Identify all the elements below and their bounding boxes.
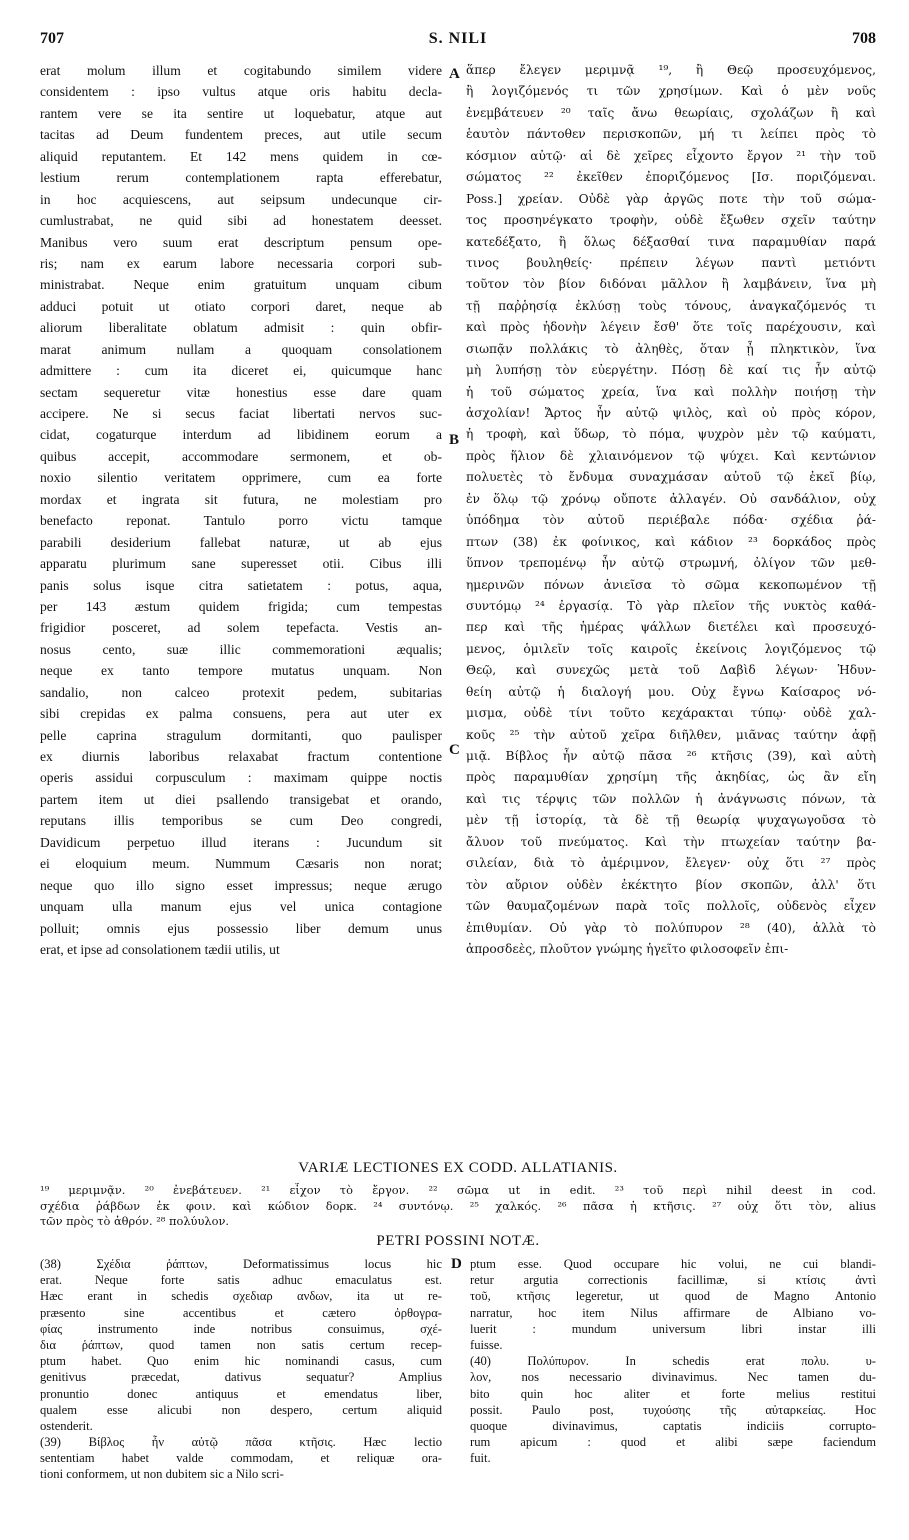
- latin-text-line: noxio silentio veritatem opprimere, cum ea forte: [40, 470, 442, 486]
- latin-text-line: lestium rerum contemplationem rapta efferebatur,: [40, 170, 442, 186]
- greek-text-line: ἀπροσδεὲς, πλοῦτον γνώμης ἡγεῖτο φιλοσοφεῖν ἐπι-: [466, 941, 789, 956]
- latin-text-line: admittere : cum ita diceret ei, quicumque hanc: [40, 363, 442, 379]
- latin-text-line: considentem : ipso vultus atque oris habitu decla-: [40, 84, 442, 100]
- greek-text-line: καὶ πρὸς ἡδονὴν λέγειν ἔσθ' ὅτε τοῖς παρέχουσιν, καὶ: [466, 320, 876, 335]
- latin-text-line: partem item ut diei psallendo transigebat et orando,: [40, 791, 442, 807]
- greek-text-line: ἑαυτὸν πάντοθεν περισκοπῶν, μή τι λείπει πρὸς τὸ: [466, 127, 876, 142]
- latin-text-line: per 143 æstum quidem frigida; cum tempestas: [40, 598, 442, 614]
- greek-text-line: τῇ παῤῥησίᾳ ἐκλύσῃ τοὺς τόνους, ἀναγκαζόμενός τι: [466, 298, 876, 313]
- note-line: luerit : mundum universum libri instar illi: [470, 1321, 876, 1336]
- greek-text-line: περ καὶ τῆς ἡμέρας ψάλλων διετέλει καὶ προσευχό-: [466, 620, 876, 635]
- note-line: bito quin hoc aliter et forte melius restitui: [470, 1386, 876, 1401]
- greek-text-line: ἐπιθυμίαν. Οὐ γὰρ τὸ πολύπυρον ²⁸ (40), ἀλλὰ τὸ: [466, 920, 876, 935]
- greek-text-line: πτων (38) ἐκ φοίνικος, καὶ κάδιον ²³ δορκάδος πρὸς: [466, 534, 876, 549]
- note-line: ostenderit.: [40, 1418, 93, 1433]
- greek-text-line: θείη αὐτῷ ἡ διαλογή μου. Οὐχ ἔγνω Καίσαρος νό-: [466, 684, 876, 699]
- variant-line: τῶν πρὸς τὸ ἀθρόν. ²⁸ πολύυλον.: [40, 1214, 230, 1228]
- note-line: (40) Πολύπυρον. In schedis erat πολυ. υ-: [470, 1354, 876, 1369]
- greek-text-line: τῶν θαυμαζομένων παρὰ τοῖς πολλοῖς, οὐδενὸς εἶχεν: [466, 899, 876, 914]
- latin-text-line: aliquid reputantem. Et 142 mens quidem in cœ-: [40, 148, 442, 164]
- greek-text-line: ἀσχολίαν! Ἄρτος ἦν αὐτῷ ψιλὸς, καὶ οὐ πρὸς κόρον,: [466, 406, 876, 420]
- margin-marker-b: B: [449, 432, 460, 448]
- variant-readings: [40, 1183, 876, 1230]
- latin-text-line: accipere. Ne si secus faciat libertati nervos suc-: [40, 406, 442, 421]
- latin-text-line: ministrabat. Neque enim gratuitum unquam cibum: [40, 277, 442, 293]
- greek-text-line: μενος, ὁμιλεῖν τοῖς καιροῖς ἐκείνοις λογιζόμενος τῷ: [466, 641, 876, 656]
- latin-text-line: neque quo illo signo esset impressus; neque ærugo: [40, 877, 442, 893]
- greek-text-line: ὑπόδημα τὸν αὐτοῦ περιέβαλε πόδα· σχέδια ῥά-: [466, 513, 876, 528]
- latin-text-line: pelle caprina stragulum dormitanti, quo paulisper: [40, 727, 442, 743]
- note-line: genitivus præcedat, dativus sequatur? Amplius: [40, 1370, 442, 1385]
- greek-text-line: Θεῷ, καὶ συνεχῶς μετὰ τοῦ Δαβὶδ λέγων· Ἡδυν-: [466, 663, 876, 678]
- latin-text-line: erat, et ipse ad consolationem tædii utilis, ut: [40, 941, 280, 957]
- latin-text-line: panis solus isque citra satietatem : potus, aqua,: [40, 577, 442, 593]
- greek-text-line: μὲν τῇ ἱστορίᾳ, τὰ δὲ τῇ θεωρίᾳ ψυχαγωγοῦσα τὸ: [466, 813, 876, 828]
- latin-text-line: apparatu plurimum sane superesset otii. Cibus illi: [40, 556, 442, 572]
- latin-text-line: sectam sequeretur vitæ honestius esse dare quam: [40, 384, 442, 400]
- running-title: S. NILI: [428, 30, 488, 47]
- latin-text-line: in hoc acquiescens, aut seipsum undecunque cir-: [40, 191, 442, 207]
- greek-text-line: πολυετὲς τὸ ἔνδυμα συναχμάσαν αὐτοῦ τῷ ἐκεῖ βίῳ,: [466, 470, 876, 485]
- note-line: ptum habet. Quo enim hic nominandi casus, cum: [40, 1354, 442, 1369]
- note-line: possit. Paulo post, τυχούσης τῆς αὐταρκείας. Hoc: [470, 1402, 876, 1417]
- note-line: retur argutia correctionis facillimæ, si κτίσις ἀντὶ: [470, 1273, 876, 1288]
- greek-text-line: μὴ λυπήσῃ τὸν εὐεργέτην. Πόσῃ δὲ καί τις ἦν αὐτῷ: [466, 363, 876, 378]
- latin-text-line: sandalio, non calceo protexit pedem, subitarias: [40, 684, 442, 700]
- note-line: λον, nos necessario divinavimus. Nec tamen du-: [470, 1370, 876, 1385]
- greek-text-line: ἐνεμβάτευεν ²⁰ ταῖς ἄνω θεωρίαις, σχολάζων ἢ καὶ: [466, 105, 876, 120]
- greek-text-line: μισμα, οὐδὲ τίνι τοῦτο κεχάρακται τύπῳ· οὐδὲ χαλ-: [466, 706, 876, 721]
- greek-text-line: ἡ τοῦ σώματος χρεία, ἵνα καὶ πολλὴν ποιήσῃ τὴν: [466, 384, 876, 399]
- variant-line: ¹⁹ μεριμνᾷν. ²⁰ ἐνεβάτευεν. ²¹ εἶχον τὸ ἔργον. ²² σῶμα ut in edit. ²³ τοῦ περὶ nihil deest in cod.: [40, 1183, 876, 1197]
- latin-text-line: Manibus vero suum erat descriptum pensum ope-: [40, 234, 442, 250]
- note-line: φίας instrumento inde notribus consuimus, σχέ-: [40, 1321, 442, 1336]
- note-line: fuit.: [470, 1451, 491, 1466]
- greek-text-line: τος προσηνέγκατο τροφὴν, οὐδὲ ἔξωθεν σχεῖν ταύτην: [466, 213, 876, 228]
- latin-text-line: mordax et ingrata sit futura, ne molestiam pro: [40, 491, 442, 507]
- note-line: erat. Neque forte satis adhuc emaculatus est.: [40, 1273, 442, 1288]
- greek-text-line: καὶ τις τέρψις τῶν πολλῶν ἡ ἀνάγνωσις πόνων, τὰ: [466, 791, 876, 806]
- greek-text-line: κοῦς ²⁵ τὴν αὐτοῦ χεῖρα διῆλθεν, μιᾶνας ταύτην ἀφῇ: [466, 727, 876, 742]
- greek-text-line: τὸν αὔριον οὐδὲν ἐκέκτητο βίον σκοπῶν, ἀλλ' ὅτι: [466, 877, 876, 892]
- note-line: Hæc erant in schedis σχεδιαρ ανδων, ita ut re-: [40, 1289, 442, 1304]
- greek-text-line: πρὸς παραμυθίαν χρησίμη τῆς ἀκηδίας, ὡς ἂν εἴη: [466, 770, 876, 785]
- note-line: tioni conformem, ut non dubitem sic a Nilo scri-: [40, 1467, 284, 1482]
- greek-text-line: τοῦτον τὸν βίον διδόναι μᾶλλον ἢ λαμβάνειν, ἵνα μὴ: [466, 277, 876, 292]
- note-line: (38) Σχέδια ῥάπτων, Deformatissimus locus hic: [40, 1257, 442, 1271]
- greek-text-line: ἐν ὅλῳ τῷ χρόνῳ οὔποτε ἀλλαγέν. Οὐ σανδάλιον, οὐχ: [466, 491, 876, 506]
- notes-column-right: [470, 1256, 876, 1466]
- greek-text-line: σιωπᾷν πολλάκις τὸ ἀληθὲς, ὅταν ᾖ πληκτικὸν, ἵνα: [466, 341, 876, 356]
- notes-heading: PETRI POSSINI NOTÆ.: [376, 1233, 540, 1249]
- margin-marker-d: D: [451, 1256, 462, 1272]
- note-line: narratur, hoc item Nilus affirmare de Albiano vo-: [470, 1305, 876, 1320]
- page-number-left: 707: [40, 30, 64, 47]
- latin-text-line: marat animum nullam a quoquam consolationem: [40, 341, 442, 357]
- note-line: (39) Βίβλος ἦν αὐτῷ πᾶσα κτῆσις. Hæc lectio: [40, 1435, 442, 1450]
- latin-text-line: parabili desiderium fallebat naturæ, ut ab ejus: [40, 534, 442, 550]
- variants-heading: VARIÆ LECTIONES EX CODD. ALLATIANIS.: [298, 1160, 618, 1176]
- latin-text-line: polluit; omnis ejus possessio liber demum unus: [40, 920, 442, 936]
- note-line: ptum esse. Quod occupare hic volui, ne cui blandi-: [470, 1257, 876, 1271]
- greek-text-line: πρὸς ἥλιον δὲ χλιαινόμενον τῷ ψύχει. Καὶ κεντώνιον: [466, 448, 876, 463]
- latin-text-line: tacitas ad Deum fundentem preces, aut utile secum: [40, 127, 442, 143]
- note-line: δια ῥάπτων, quod tamen non satis certum recep-: [40, 1337, 442, 1352]
- margin-marker-c: C: [449, 742, 460, 758]
- greek-text-line: κατεδέξατο, ἢ ὅλως δέξασθαί τινα παραμυθίαν παρά: [466, 234, 876, 249]
- latin-text-line: ei eloquium meum. Nummum Cæsaris non norat;: [40, 856, 442, 872]
- greek-text-line: Poss.] χρείαν. Οὐδὲ γὰρ ἀργῶς ποτε τὴν τοῦ σώμα-: [466, 191, 876, 206]
- page-header: [40, 30, 876, 54]
- latin-text-line: cumlustrabat, ne quid sibi ad honestatem deesset.: [40, 213, 442, 229]
- latin-text-line: adduci potuit ut otiato corpori daret, neque ab: [40, 298, 442, 314]
- greek-text-line: μιᾷ. Βίβλος ἦν αὐτῷ πᾶσα ²⁶ κτῆσις (39), καὶ αὐτὴ: [466, 749, 876, 763]
- latin-text-line: unquam ulla manum ejus vel unica contagione: [40, 899, 442, 915]
- latin-text-line: neque ex tanto tempore mutatus unquam. Non: [40, 663, 442, 679]
- note-line: sententiam habet valde commodam, et reliquæ ora-: [40, 1451, 442, 1466]
- note-line: pronuntio donec antiquus et emendatus liber,: [40, 1386, 442, 1401]
- note-line: τοῦ, κτῆσις legeretur, ut quod de Magno Antonio: [470, 1289, 876, 1304]
- latin-text-line: rantem vere se ita sentire ut loquebatur, atque aut: [40, 105, 442, 121]
- margin-marker-a: A: [449, 66, 460, 82]
- note-line: fuisse.: [470, 1337, 503, 1352]
- latin-text-line: cidat, cogaturque interdum ad libidinem eorum a: [40, 427, 442, 443]
- greek-text-line: σώματος ²² ἐκεῖθεν ἐποριζόμενος [Ισ. ποριζόμεναι.: [466, 170, 876, 185]
- greek-text-line: τινος βουληθείς· πρέπειν λέγων παντὶ μετιόντι: [466, 255, 876, 270]
- greek-text-line: ημερινῶν πόνων ἀνιεῖσα τὸ σῶμα κεκοπωμένον τῇ: [466, 577, 876, 592]
- latin-text-line: quibus accepit, accommodare sermonem, et ob-: [40, 448, 442, 464]
- note-line: qualem esse alicubi non despero, certum aliquid: [40, 1402, 442, 1417]
- greek-text-line: ὕπνον τρεπομένῳ ἦν αὐτῷ στρωμνή, ὀλίγον τῶν μεθ-: [466, 556, 876, 571]
- greek-text-line: σιλείαν, διὰ τὸ ἀμέριμνον, ἔλεγεν· οὐχ ὅτι ²⁷ πρὸς: [466, 856, 876, 871]
- latin-text-line: benefacto reponat. Tantulo porro victu tamque: [40, 513, 442, 529]
- note-line: quoque divinavimus, captatis indiciis corrupto-: [470, 1418, 876, 1433]
- greek-text-line: ἅπερ ἔλεγεν μεριμνᾷ ¹⁹, ἢ Θεῷ προσευχόμενος,: [466, 63, 876, 77]
- notes-column-left: [40, 1256, 442, 1483]
- latin-text-line: nosus cento, suæ illic commemorationi æqualis;: [40, 641, 442, 657]
- greek-text-line: ἡ τροφὴ, καὶ ὕδωρ, τὸ πόμα, ψυχρὸν μὲν τῷ καύματι,: [466, 427, 876, 442]
- greek-text-line: ἄλυον τοῦ πνεύματος. Καὶ τὴν πτωχείαν ταύτην βα-: [466, 834, 876, 849]
- variant-line: σχέδια ῥάβδων ἐκ φοιν. καὶ κώδιον δορκ. ²⁴ συντόνῳ. ²⁵ χαλκός. ²⁶ πᾶσα ἡ κτῆσις. ²⁷ οὐχ ὅτι τὸν, alius: [40, 1198, 876, 1213]
- note-line: præsento sine accentibus et cætero ὀρθογρα-: [40, 1305, 442, 1320]
- latin-text-column: [40, 60, 442, 1150]
- latin-text-line: aliorum liberalitate oblatum admisit : quin obfir-: [40, 320, 442, 336]
- note-line: rum apicum : quod et alibi sæpe faciendum: [470, 1435, 876, 1450]
- latin-text-line: operis assidui corpusculum : maximam quippe noctis: [40, 770, 442, 786]
- latin-text-line: reputans illis temporibus se cum Deo congredi,: [40, 813, 442, 829]
- greek-text-line: συντόμῳ ²⁴ ἐργασίᾳ. Τὸ γὰρ πλεῖον τῆς νυκτὸς καθά-: [466, 598, 876, 613]
- greek-text-line: ἢ λογιζόμενός τι τῶν χρησίμων. Καὶ ὁ μὲν νοῦς: [466, 84, 876, 99]
- latin-text-line: ris; nam ex earum labore necessaria corpori sub-: [40, 255, 442, 271]
- latin-text-line: Davidicum perpetuo illud iterans : Jucundum sit: [40, 834, 442, 850]
- page-number-right: 708: [852, 30, 876, 47]
- greek-text-line: κόσμιον αὐτῷ· αἱ δὲ χεῖρες εἶχοντο ἔργον ²¹ τὴν τοῦ: [466, 148, 876, 163]
- latin-text-line: erat molum illum et cogitabundo similem videre: [40, 63, 442, 78]
- latin-text-line: ex diurnis laboribus relaxabat fractum contentione: [40, 749, 442, 764]
- greek-text-column: [466, 60, 876, 1150]
- latin-text-line: sibi crepidas ex palma consuens, pera aut uter ex: [40, 706, 442, 722]
- latin-text-line: frigidior posceret, ad solem tepefacta. Vestis an-: [40, 620, 442, 636]
